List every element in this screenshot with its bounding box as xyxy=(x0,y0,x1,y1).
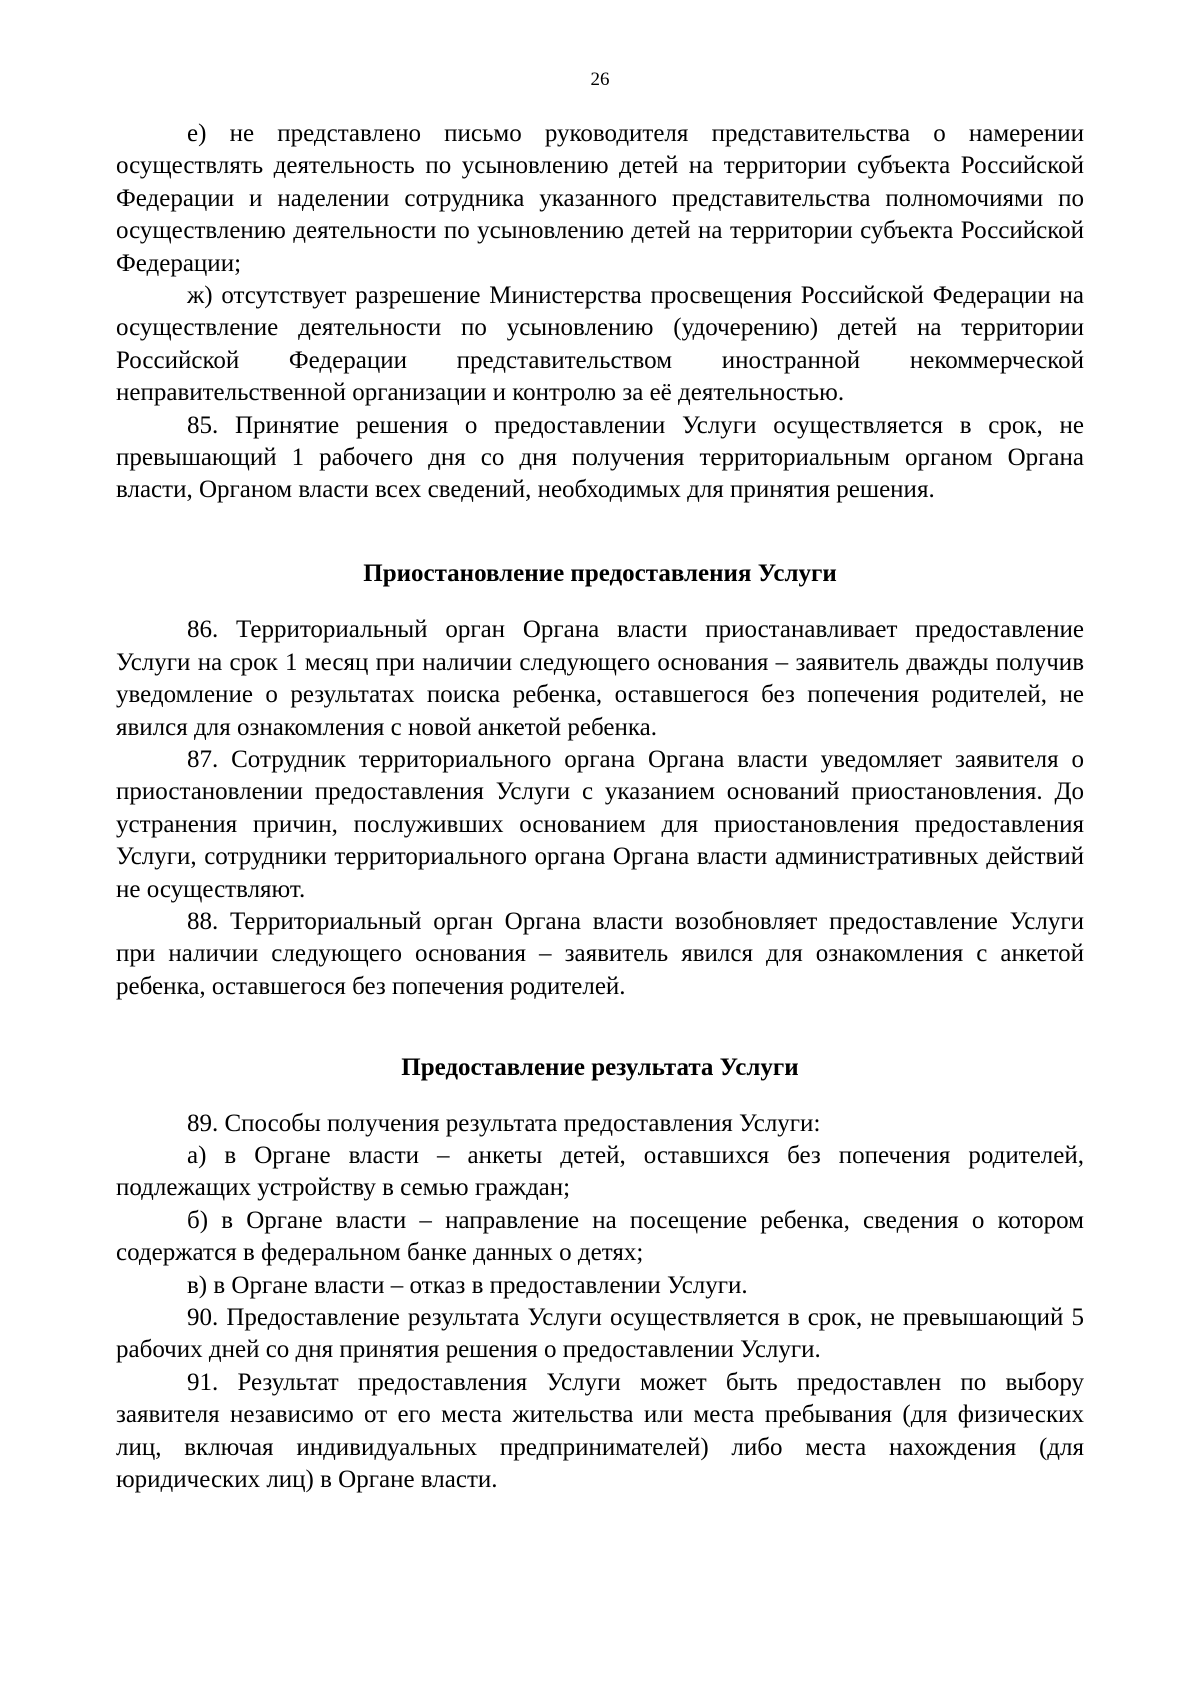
paragraph-87: 87. Сотрудник территориального органа Органа власти уведомляет заявителя о приостановлении предоставления Услуги с указанием оснований приостановления. До устранения причин, послуживших основанием для приостановления предоставления Услуги, сотрудники территориального органа Органа власти административных действий не осуществляют. xyxy=(116,745,1084,903)
section-heading-result: Предоставление результата Услуги xyxy=(401,1054,799,1082)
paragraph-89: 89. Способы получения результата предоставления Услуги: xyxy=(187,1109,821,1137)
paragraph-90: 90. Предоставление результата Услуги осуществляется в срок, не превышающий 5 рабочих дней со дня принятия решения о предоставлении Услуги. xyxy=(116,1304,1084,1364)
page-number: 26 xyxy=(590,69,610,90)
paragraph-85: 85. Принятие решения о предоставлении Услуги осуществляется в срок, не превышающий 1 рабочего дня со дня получения территориальным органом Органа власти, Органом власти всех сведений, необходимых для принятия решения. xyxy=(116,411,1084,504)
document-body xyxy=(116,118,1084,1496)
paragraph-89-v: в) в Органе власти – отказ в предоставлении Услуги. xyxy=(187,1271,748,1299)
paragraph-91: 91. Результат предоставления Услуги может быть предоставлен по выбору заявителя независимо от его места жительства или места пребывания (для физических лиц, включая индивидуальных предпринимателей) либо места нахождения (для юридических лиц) в Органе власти. xyxy=(116,1368,1084,1494)
section-heading-suspension: Приостановление предоставления Услуги xyxy=(363,559,837,587)
paragraph-e: е) не представлено письмо руководителя представительства о намерении осуществлять деятельность по усыновлению детей на территории субъекта Российской Федерации и наделении сотрудника указанного представительства полномочиями по осуществлению деятельности по усыновлению детей на территории субъекта Российской Федерации; xyxy=(116,120,1084,277)
paragraph-89-b: б) в Органе власти – направление на посещение ребенка, сведения о котором содержатся в федеральном банке данных о детях; xyxy=(116,1206,1084,1267)
paragraph-88: 88. Территориальный орган Органа власти возобновляет предоставление Услуги при наличии следующего основания – заявитель явился для ознакомления с анкетой ребенка, оставшегося без попечения родителей. xyxy=(116,907,1084,1000)
paragraph-89-a: а) в Органе власти – анкеты детей, оставшихся без попечения родителей, подлежащих устройству в семью граждан; xyxy=(116,1141,1084,1202)
paragraph-zh: ж) отсутствует разрешение Министерства просвещения Российской Федерации на осуществление деятельности по усыновлению (удочерению) детей на территории Российской Федерации представительством иностранной некоммерческой неправительственной организации и контролю за её деятельностью. xyxy=(116,282,1084,407)
paragraph-86: 86. Территориальный орган Органа власти приостанавливает предоставление Услуги на срок 1 месяц при наличии следующего основания – заявитель дважды получив уведомление о результатах поиска ребенка, оставшегося без попечения родителей, не явился для ознакомления с новой анкетой ребенка. xyxy=(116,616,1084,741)
